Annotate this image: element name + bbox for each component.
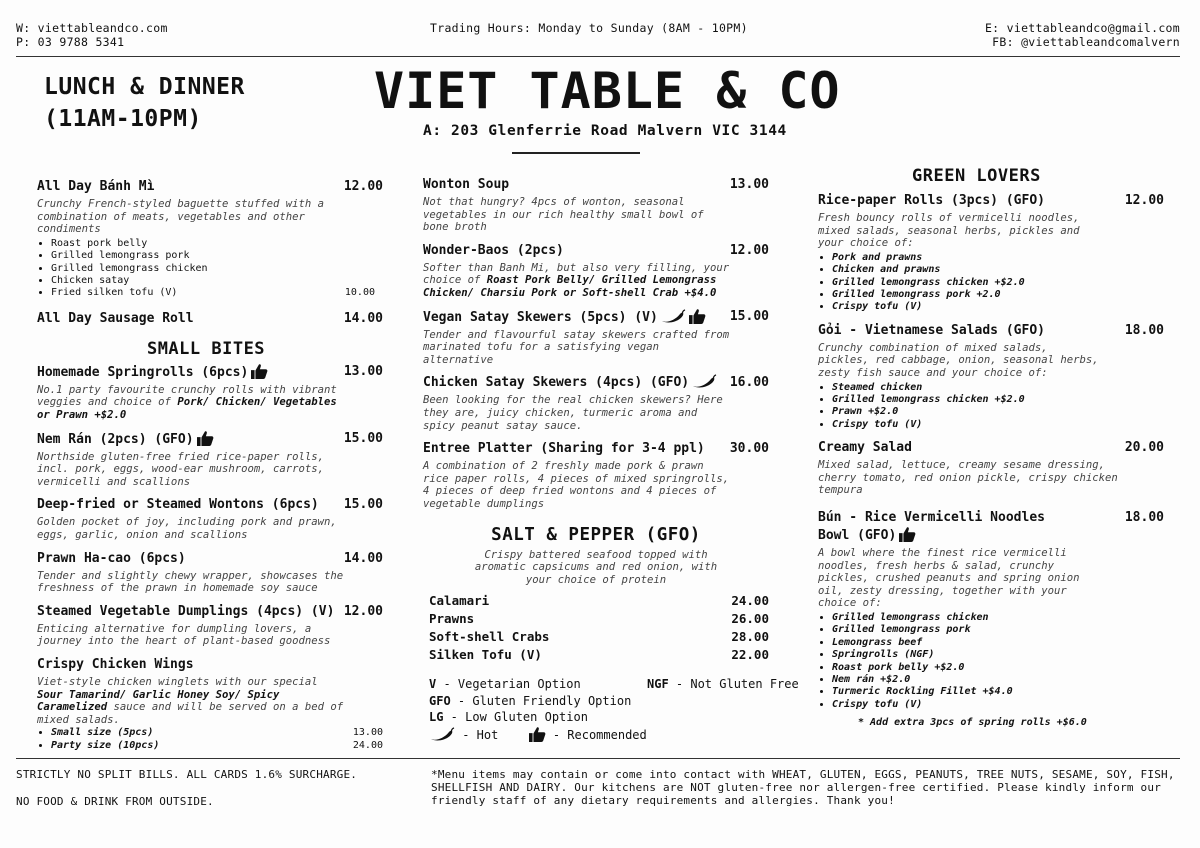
facebook-text: FB: @viettableandcomalvern (992, 35, 1180, 49)
legend (429, 676, 809, 743)
recommended-icon (528, 726, 546, 742)
item-price: 16.00 (729, 375, 769, 391)
legend-key: V (429, 677, 437, 691)
salt-pepper-row (429, 592, 769, 610)
legend-row (429, 693, 809, 710)
legend-row (429, 676, 809, 693)
email-text: E: viettableandco@gmail.com (984, 21, 1180, 35)
option-list (818, 252, 1164, 314)
item-name-row (37, 430, 383, 448)
description-text-end: sauce and will be served on a bed of mixed salads. (37, 701, 344, 726)
item-price: 15.00 (343, 430, 383, 446)
legend-text: - Hot (455, 727, 499, 742)
row-name: Prawns (429, 611, 475, 627)
option-item: • Grilled lemongrass chicken (832, 612, 1164, 624)
row-price: 28.00 (731, 629, 769, 645)
item-description (423, 262, 769, 300)
item-name-row (423, 374, 769, 391)
item-description: Been looking for the real chicken skewers? Here they are, juicy chicken, turmeric aroma and spicy peanut satay sauce. (423, 394, 723, 432)
option-item: • Roast pork belly (51, 238, 383, 250)
option-item: • Chicken and prawns (832, 264, 1164, 276)
menu-item-creamy-salad (818, 439, 1164, 497)
item-price: 12.00 (729, 242, 769, 258)
address-text: A: 203 Glenferrie Road Malvern VIC 3144 (423, 123, 787, 139)
salt-pepper-heading: SALT & PEPPER (GFO) (491, 524, 701, 545)
option-item: • Lemongrass beef (832, 637, 1164, 649)
item-name-cont: Bowl (GFO) (818, 528, 897, 543)
header-divider (16, 56, 1180, 57)
recommended-icon (250, 363, 268, 379)
option-price: 10.00 (344, 287, 375, 299)
website-text: W: viettableandco.com (16, 21, 168, 35)
option-item: • Grilled lemongrass chicken +$2.0 (832, 394, 1164, 406)
option-item: • Prawn +$2.0 (832, 406, 1164, 418)
item-name: Rice-paper Rolls (3pcs) (GFO) (818, 193, 1045, 208)
option-item: • Crispy tofu (V) (832, 301, 1164, 313)
item-name: Wonder-Baos (2pcs) (423, 242, 564, 258)
allergen-notice: *Menu items may contain or come into contact with WHEAT, GLUTEN, EGGS, PEANUTS, TREE NUTS, SESAME, SOY, FISH, SHELLFISH AND DAIRY. Our kitchens are NOT gluten-free nor allergen-free certified. Please kindly inform our friendly staff of any dietary requirements and allergies. Thank you! (431, 768, 1175, 807)
item-name: All Day Sausage Roll (37, 310, 194, 326)
item-name: Crispy Chicken Wings (37, 656, 194, 672)
menu-item-bun-bowl (818, 509, 1164, 728)
size-label: Party size (10pcs) (51, 739, 160, 751)
item-description: Golden pocket of joy, including pork and prawn, eggs, garlic, onion and scallions (37, 516, 337, 541)
salt-pepper-list (423, 592, 769, 664)
size-option (51, 740, 383, 752)
phone-text: P: 03 9788 5341 (16, 35, 125, 49)
legend-text: - Vegetarian Option (436, 677, 581, 691)
row-name: Calamari (429, 593, 490, 609)
recommended-icon (196, 430, 214, 446)
menu-item-goi-salad (818, 322, 1164, 431)
item-description: Tender and slightly chewy wrapper, showcases the freshness of the prawn in homemade soy sauce (37, 569, 344, 595)
item-description: Fresh bouncy rolls of vermicelli noodles, mixed salads, seasonal herbs, pickles and your choice of: (818, 212, 1080, 250)
recommended-icon (688, 308, 706, 324)
item-description: A bowl where the finest rice vermicelli noodles, fresh herbs & salad, crunchy pickles, crushed peanuts and spring onion oil, zesty dressing, together with your choice of: (818, 547, 1080, 610)
legend-text: - Not Gluten Free (668, 677, 799, 691)
menu-item-springrolls (37, 363, 383, 422)
footer-divider (16, 758, 1180, 759)
item-price: 30.00 (729, 441, 769, 457)
legend-text: - Low Gluten Option (443, 710, 588, 724)
item-description (37, 676, 383, 726)
item-name-row (37, 363, 383, 381)
item-name-row (423, 308, 769, 326)
menu-item-wontons (37, 496, 383, 541)
option-item: • Grilled lemongrass pork +2.0 (832, 289, 1164, 301)
option-item: • Grilled lemongrass chicken +$2.0 (832, 277, 1164, 289)
item-name-row (818, 526, 1164, 544)
legend-ngf (647, 676, 799, 693)
item-name: Bún - Rice Vermicelli Noodles (818, 510, 1045, 525)
option-item: • Crispy tofu (V) (832, 419, 1164, 431)
extra-springrolls-note: * Add extra 3pcs of spring rolls +$6.0 (858, 717, 1087, 729)
menu-item-rice-paper-rolls (818, 192, 1164, 314)
option-list (818, 382, 1164, 432)
option-item (51, 287, 383, 299)
item-name: Vegan Satay Skewers (5pcs) (V) (423, 309, 658, 325)
option-item: • Pork and prawns (832, 252, 1164, 264)
item-price: 13.00 (729, 177, 769, 192)
item-name: Homemade Springrolls (6pcs) (37, 364, 249, 380)
right-column (818, 166, 1164, 728)
item-price: 18.00 (1124, 322, 1164, 338)
green-lovers-heading: GREEN LOVERS (912, 166, 1041, 186)
option-list (818, 612, 1164, 711)
lunch-dinner-heading: LUNCH & DINNER (44, 74, 245, 100)
size-label: Small size (5pcs) (51, 727, 154, 739)
description-text: Softer than Banh Mi, but also very filling, your choice of (423, 261, 730, 287)
size-list (37, 727, 383, 752)
item-description: Northside gluten-free fried rice-paper rolls, incl. pork, eggs, wood-ear mushroom, carrots, vermicelli and scallions (37, 450, 325, 488)
item-description (37, 384, 383, 422)
legend-key: LG (429, 710, 444, 724)
item-name: Steamed Vegetable Dumplings (4pcs) (V) (37, 603, 335, 619)
item-price: 15.00 (729, 308, 769, 324)
option-item: • Grilled lemongrass chicken (51, 263, 383, 275)
trading-hours: Trading Hours: Monday to Sunday (8AM - 10PM) (430, 21, 748, 35)
menu-item-dumplings (37, 603, 383, 648)
title-underline (512, 152, 640, 154)
description-options: Roast Pork Belly/ Grilled Lemongrass Chicken/ Charsiu Pork or Soft-shell Crab +$4.0 (423, 274, 717, 299)
lunch-dinner-hours: (11AM-10PM) (44, 106, 202, 132)
menu-item-chicken-wings (37, 656, 383, 752)
left-column (37, 178, 383, 752)
menu-item-nem-ran (37, 430, 383, 489)
legend-text: - Gluten Friendly Option (450, 693, 632, 708)
menu-item-entree-platter (423, 440, 769, 510)
item-name: Entree Platter (Sharing for 3-4 ppl) (423, 441, 705, 457)
item-description: Mixed salad, lettuce, creamy sesame dressing, cherry tomato, red onion pickle, crispy chicken tempura (818, 459, 1118, 497)
salt-pepper-description: Crispy battered seafood topped with aromatic capsicums and red onion, with your choice of protein (474, 548, 718, 586)
item-price: 13.00 (343, 363, 383, 379)
item-description: A combination of 2 freshly made pork & prawn rice paper rolls, 4 pieces of mixed springrolls, 4 pieces of deep fried wontons and 4 pieces of vegetable dumplings (423, 460, 730, 510)
salt-pepper-row (429, 628, 769, 646)
row-price: 22.00 (731, 647, 769, 663)
legend-key: GFO (429, 693, 451, 708)
item-name: Chicken Satay Skewers (4pcs) (GFO) (423, 375, 690, 391)
menu-item-banh-mi (37, 178, 383, 300)
policy-no-outside-food: NO FOOD & DRINK FROM OUTSIDE. (16, 795, 214, 808)
option-item: • Turmeric Rockling Fillet +$4.0 (832, 686, 1164, 698)
legend-row (429, 726, 809, 744)
item-price: 12.00 (1124, 193, 1164, 208)
menu-item-wonder-baos (423, 242, 769, 300)
item-name: Nem Rán (2pcs) (GFO) (37, 431, 194, 447)
item-price: 18.00 (1124, 510, 1164, 525)
menu-item-ha-cao (37, 550, 383, 595)
item-name: Prawn Ha-cao (6pcs) (37, 550, 186, 566)
item-name: Creamy Salad (818, 440, 912, 456)
menu-item-sausage-roll (37, 310, 383, 327)
option-item: • Steamed chicken (832, 382, 1164, 394)
description-text: Viet-style chicken winglets with our special (37, 675, 318, 688)
description-options: Pork/ Chicken/ Vegetables or Prawn +$2.0 (37, 396, 337, 421)
middle-column (423, 176, 769, 664)
policy-no-split-bills: STRICTLY NO SPLIT BILLS. ALL CARDS 1.6% SURCHARGE. (16, 768, 358, 781)
item-description: Crunchy combination of mixed salads, pickles, red cabbage, onion, seasonal herbs, zesty fish sauce and your choice of: (818, 341, 1099, 379)
legend-key: NGF (647, 677, 669, 691)
row-price: 24.00 (731, 593, 769, 609)
row-name: Soft-shell Crabs (429, 629, 550, 645)
option-list (37, 238, 383, 300)
row-name: Silken Tofu (V) (429, 647, 542, 663)
size-price: 13.00 (352, 727, 383, 739)
item-description: Enticing alternative for dumpling lovers, a journey into the heart of plant-based goodness (37, 622, 331, 648)
row-price: 26.00 (731, 611, 769, 627)
legend-row (429, 709, 809, 726)
description-options: Sour Tamarind/ Garlic Honey Soy/ Spicy Caramelized (37, 688, 280, 714)
option-item: • Roast pork belly +$2.0 (832, 662, 1164, 674)
menu-item-chicken-satay (423, 374, 769, 432)
salt-pepper-row (429, 646, 769, 664)
option-label: Fried silken tofu (V) (51, 287, 178, 299)
option-item: • Grilled lemongrass pork (832, 624, 1164, 636)
size-price: 24.00 (352, 739, 383, 751)
option-item: • Grilled lemongrass pork (51, 250, 383, 262)
chili-hot-icon (691, 374, 717, 389)
item-description: Tender and flavourful satay skewers crafted from marinated tofu for a satisfying vegan alternative (423, 328, 730, 366)
item-description: Not that hungry? 4pcs of wonton, seasonal vegetables in our rich healthy small bowl of bone broth (423, 196, 704, 234)
recommended-icon (898, 526, 916, 542)
item-price: 12.00 (343, 603, 383, 619)
chili-hot-icon (660, 309, 686, 324)
restaurant-name: VIET TABLE & CO (374, 62, 841, 120)
item-name: Gỏi - Vietnamese Salads (GFO) (818, 322, 1045, 338)
item-price: 15.00 (343, 497, 383, 513)
chili-hot-icon (429, 727, 455, 742)
option-item: • Springrolls (NGF) (832, 649, 1164, 661)
item-name: Deep-fried or Steamed Wontons (6pcs) (37, 497, 319, 513)
option-item: • Nem rán +$2.0 (832, 674, 1164, 686)
description-text: No.1 party favourite crunchy rolls with vibrant veggies and choice of (37, 383, 337, 409)
option-item: • Chicken satay (51, 275, 383, 287)
item-name: All Day Bánh Mì (37, 179, 155, 194)
item-price: 14.00 (343, 550, 383, 566)
item-price: 12.00 (343, 179, 383, 194)
size-option (51, 727, 383, 739)
item-price: 20.00 (1124, 440, 1164, 456)
menu-item-wonton-soup (423, 176, 769, 234)
small-bites-heading: SMALL BITES (146, 338, 266, 359)
option-item: • Crispy tofu (V) (832, 699, 1164, 711)
salt-pepper-row (429, 610, 769, 628)
item-name: Wonton Soup (423, 177, 510, 192)
item-price: 14.00 (343, 310, 383, 326)
menu-item-vegan-satay (423, 308, 769, 367)
legend-text: - Recommended (545, 727, 647, 742)
item-description: Crunchy French-styled baguette stuffed with a combination of meats, vegetables and other condiments (37, 198, 325, 236)
